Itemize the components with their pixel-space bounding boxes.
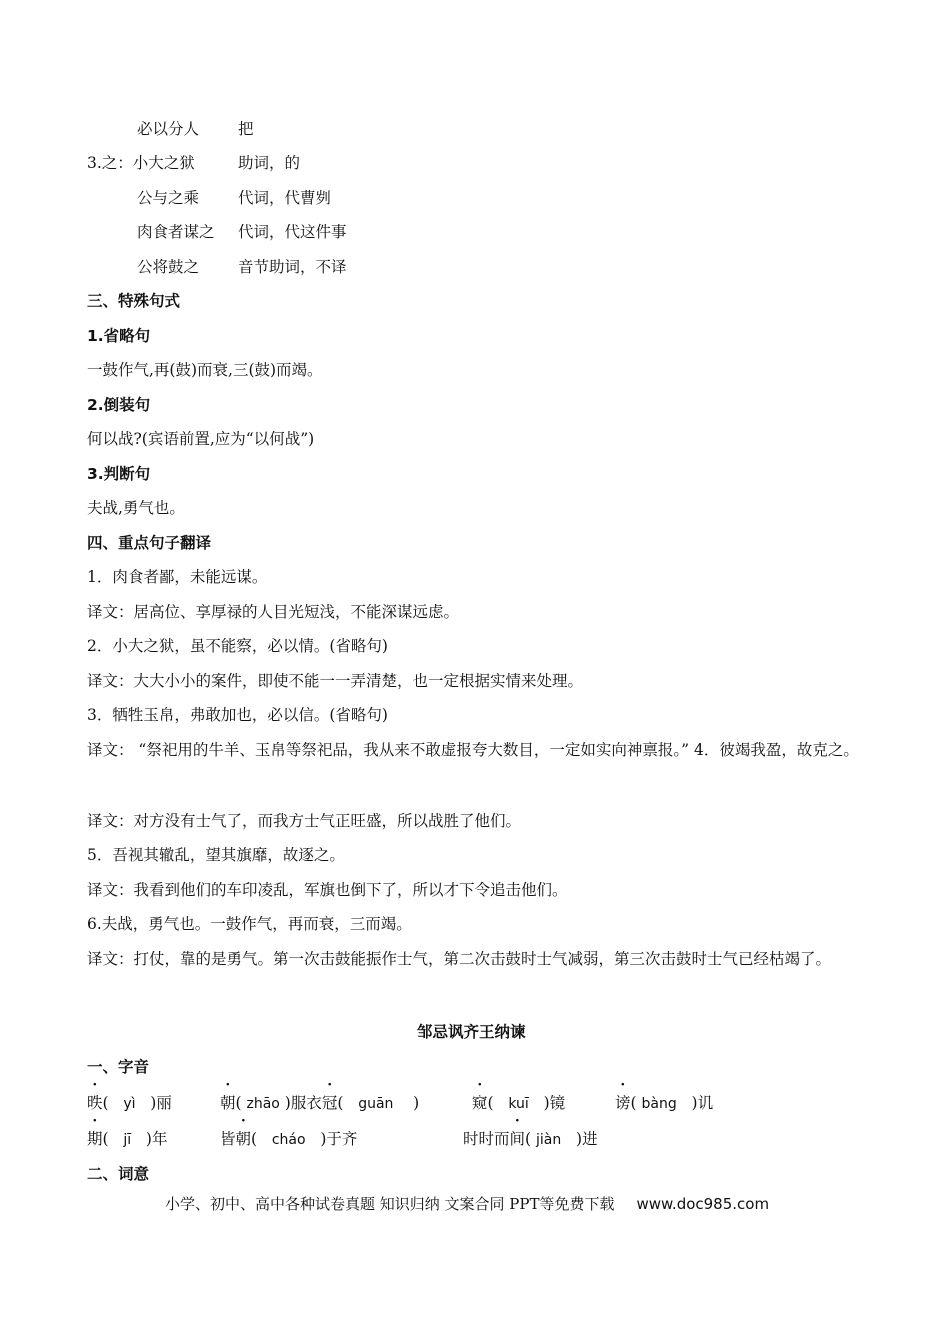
- dotted-char: 谤: [615, 1094, 631, 1112]
- paragraph: 译文：打仗，靠的是勇气。第一次击鼓能振作士气，第二次击鼓时士气减弱，第三次击鼓时士气已经枯竭了。: [87, 950, 832, 968]
- vocab-meaning: 代词，代曹刿: [238, 189, 332, 207]
- pronunciation-item: 期( jī )年: [87, 1130, 168, 1148]
- paragraph: 译文：居高位、享厚禄的人目光短浅，不能深谋远虑。: [87, 603, 460, 621]
- vocab-phrase: 公将鼓之: [137, 258, 200, 276]
- vocab-meaning: 把: [238, 120, 254, 138]
- paragraph: 一鼓作气,再(鼓)而衰,三(鼓)而竭。: [87, 361, 323, 379]
- word-prefix: 服衣: [290, 1094, 322, 1112]
- pinyin: kuī: [508, 1096, 529, 1112]
- paragraph: 夫战,勇气也。: [87, 499, 185, 517]
- pronunciation-item: 谤( bàng )讥: [615, 1094, 714, 1112]
- vocab-phrase: 3.之：小大之狱: [87, 154, 195, 172]
- section-heading: 二、词意: [87, 1165, 150, 1183]
- paragraph: 1．肉食者鄙，未能远谋。: [87, 568, 268, 586]
- pronunciation-item: 昳( yì )丽: [87, 1094, 172, 1112]
- paragraph: 6.夫战，勇气也。一鼓作气，再而衰，三而竭。: [87, 915, 412, 933]
- word-suffix: 进: [582, 1130, 598, 1148]
- pronunciation-item: 时时而间( jiàn )进: [463, 1130, 598, 1148]
- paragraph: 何以战?(宾语前置,应为“以何战”): [87, 430, 315, 448]
- dotted-char: 窥: [472, 1094, 488, 1112]
- page-footer: [165, 1193, 769, 1214]
- vocab-meaning: 助词，的: [238, 154, 301, 172]
- word-suffix: 于齐: [326, 1130, 358, 1148]
- subsection-label: 3.判断句: [87, 465, 151, 483]
- paragraph: 5．吾视其辙乱，望其旗靡，故逐之。: [87, 846, 345, 864]
- pinyin: zhāo: [246, 1096, 280, 1112]
- pronunciation-item: 皆朝( cháo )于齐: [220, 1130, 358, 1148]
- paragraph: 译文：我看到他们的车印凌乱，军旗也倒下了，所以才下令追击他们。: [87, 881, 568, 899]
- section-heading: 四、重点句子翻译: [87, 534, 212, 552]
- vocab-phrase: 公与之乘: [137, 189, 200, 207]
- dotted-char: 朝: [220, 1094, 236, 1112]
- pinyin: guān: [358, 1096, 394, 1112]
- vocab-meaning: 代词，代这件事: [238, 223, 347, 241]
- pinyin: jiàn: [536, 1132, 562, 1148]
- subsection-label: 1.省略句: [87, 327, 151, 345]
- paragraph: 译文：对方没有士气了，而我方士气正旺盛，所以战胜了他们。: [87, 812, 522, 830]
- dotted-char: 昳: [87, 1094, 103, 1112]
- vocab-phrase: 必以分人: [137, 120, 200, 138]
- dotted-char: 间: [509, 1130, 526, 1148]
- word-prefix: 皆: [220, 1130, 236, 1148]
- dotted-char: 冠: [321, 1094, 338, 1112]
- word-prefix: 时时而: [463, 1130, 510, 1148]
- word-suffix: 年: [151, 1130, 168, 1148]
- paragraph: 3．牺牲玉帛，弗敢加也，必以信。(省略句): [87, 706, 388, 724]
- dotted-char: 期: [87, 1130, 103, 1148]
- paragraph: 译文：大大小小的案件，即使不能一一弄清楚，也一定根据实情来处理。: [87, 672, 584, 690]
- dotted-char: 朝: [235, 1130, 252, 1148]
- section-heading: 三、特殊句式: [87, 292, 181, 310]
- paragraph: 译文： “祭祀用的牛羊、玉帛等祭祀品，我从来不敢虚报夸大数目，一定如实向神禀报。” 4．彼竭我盈，故克之。: [87, 741, 859, 759]
- word-suffix: 讥: [697, 1094, 714, 1112]
- footer-text: 小学、初中、高中各种试卷真题 知识归纳 文案合同 PPT等免费下载: [165, 1195, 615, 1213]
- word-suffix: 丽: [156, 1094, 172, 1112]
- pronunciation-item: 朝( zhāo )服衣冠( guān ): [220, 1094, 420, 1112]
- pronunciation-item: 窥( kuī )镜: [472, 1094, 566, 1112]
- pinyin: jī: [123, 1132, 132, 1148]
- subsection-label: 2.倒装句: [87, 396, 151, 414]
- word-suffix: 镜: [549, 1094, 566, 1112]
- paragraph: 2．小大之狱，虽不能察，必以情。(省略句): [87, 637, 388, 655]
- pinyin: bàng: [641, 1096, 677, 1112]
- article-title: 邹忌讽齐王纳谏: [417, 1023, 526, 1041]
- footer-link[interactable]: www.doc985.com: [636, 1195, 770, 1213]
- pinyin: yì: [123, 1096, 136, 1112]
- vocab-meaning: 音节助词，不译: [238, 258, 347, 276]
- pinyin: cháo: [271, 1132, 306, 1148]
- vocab-phrase: 肉食者谋之: [137, 223, 215, 241]
- section-heading: 一、字音: [87, 1058, 150, 1076]
